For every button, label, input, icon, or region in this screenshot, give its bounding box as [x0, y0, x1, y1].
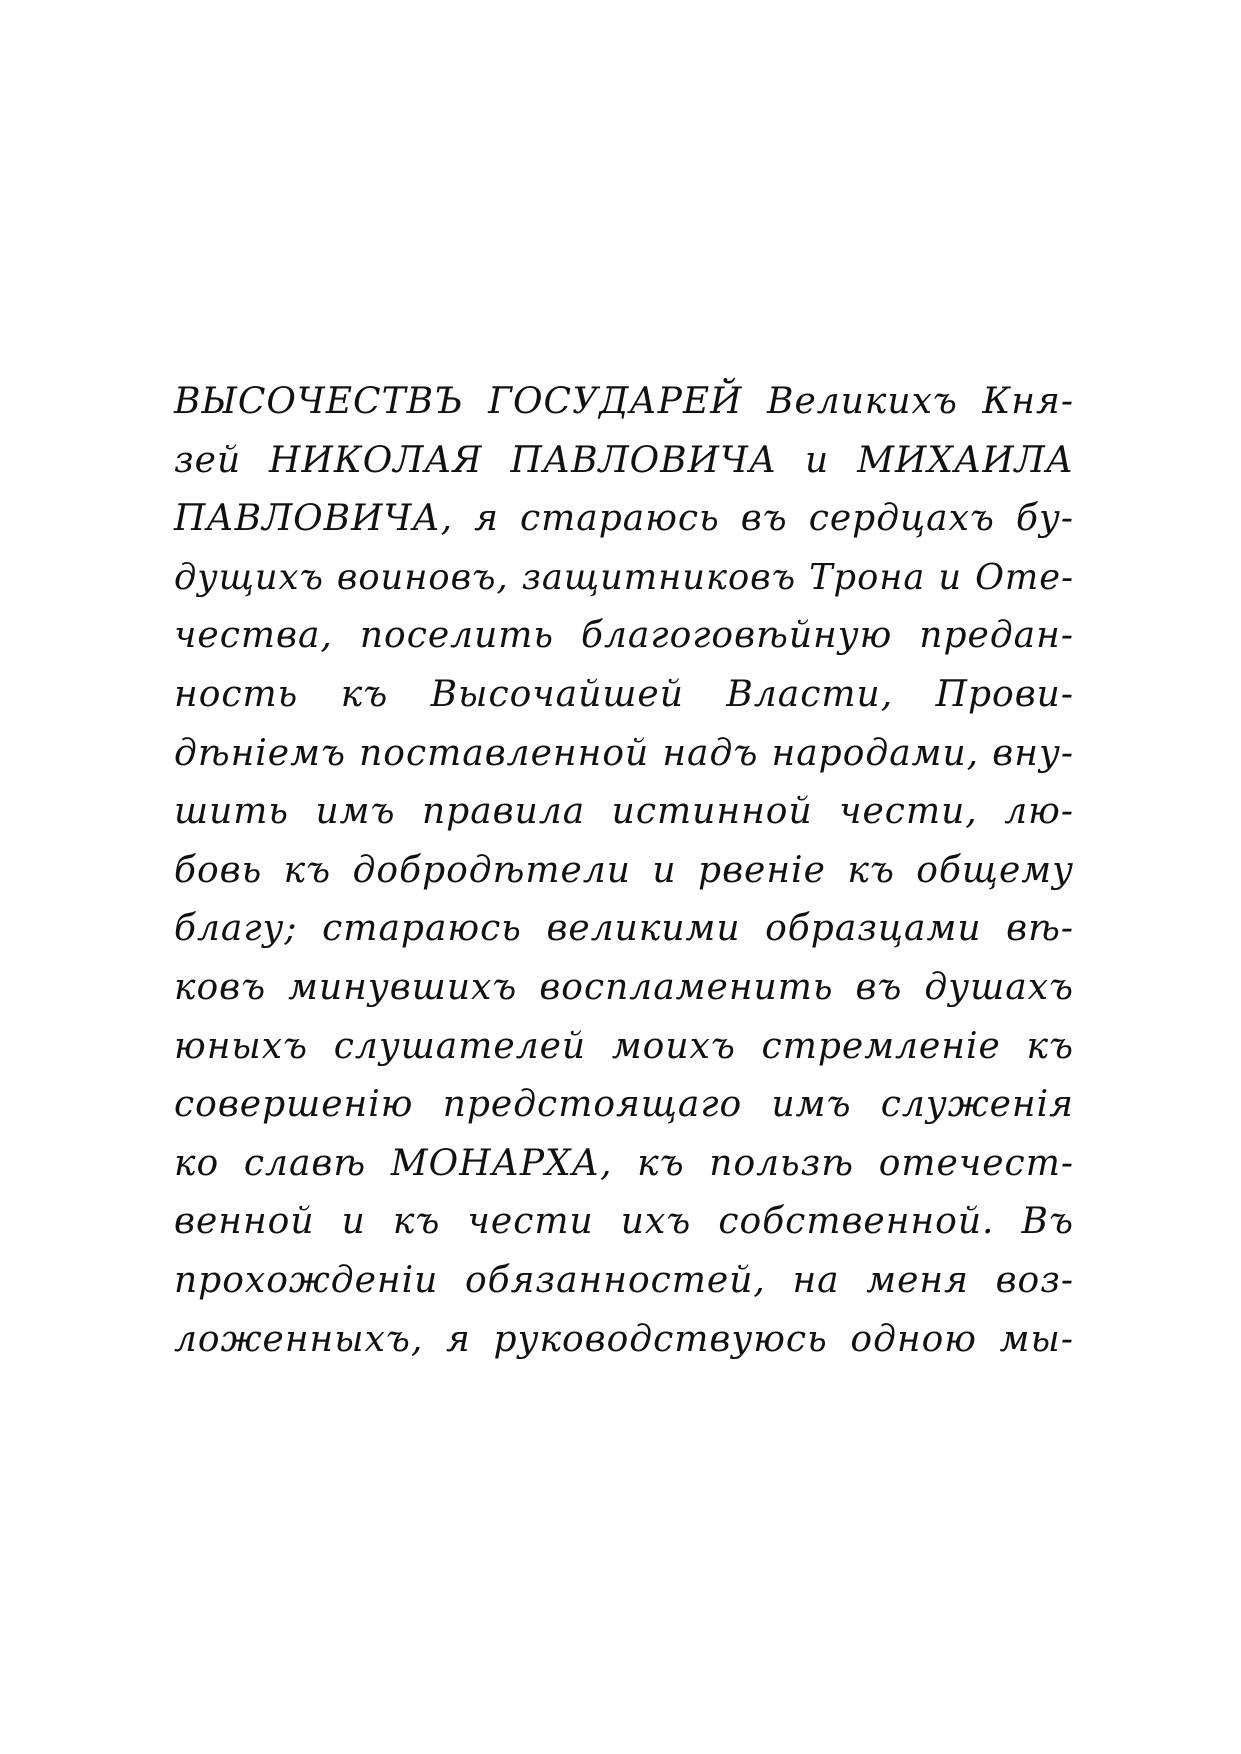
text-line: ВЫСОЧЕСТВЪ ГОСУДАРЕЙ Великихъ Кня- [174, 381, 1074, 422]
text-line: дѣніемъ поставленной надъ народами, вну- [174, 732, 1074, 774]
text-line: чества, поселить благоговѣйную предан- [174, 615, 1074, 657]
text-line: шить имъ правила истинной чести, лю- [174, 791, 1074, 833]
text-line: ко славѣ МОНАРХА, къ пользѣ отечест- [174, 1142, 1074, 1184]
text-line: бовь къ добродѣтели и рвеніе къ общему [174, 849, 1074, 891]
text-line: ПАВЛОВИЧА, я стараюсь въ сердцахъ бу- [174, 498, 1074, 540]
text-line: зей НИКОЛАЯ ПАВЛОВИЧА и МИХАИЛА [174, 439, 1074, 481]
body-text [174, 373, 1074, 1369]
text-line: дущихъ воиновъ, защитниковъ Трона и Оте- [174, 556, 1074, 598]
text-line: венной и къ чести ихъ собственной. Въ [174, 1201, 1074, 1243]
text-line: ковъ минувшихъ воспламенить въ душахъ [174, 966, 1074, 1008]
text-line: ложенныхъ, я руководствуюсь одною мы- [174, 1318, 1074, 1360]
text-line: ность къ Высочайшей Власти, Прови- [174, 673, 1074, 715]
text-line: прохожденіи обязанностей, на меня воз- [174, 1259, 1074, 1301]
text-line: благу; стараюсь великими образцами вѣ- [174, 908, 1074, 950]
text-line: совершенію предстоящаго имъ служенія [174, 1084, 1074, 1126]
text-line: юныхъ слушателей моихъ стремленіе къ [174, 1025, 1074, 1067]
